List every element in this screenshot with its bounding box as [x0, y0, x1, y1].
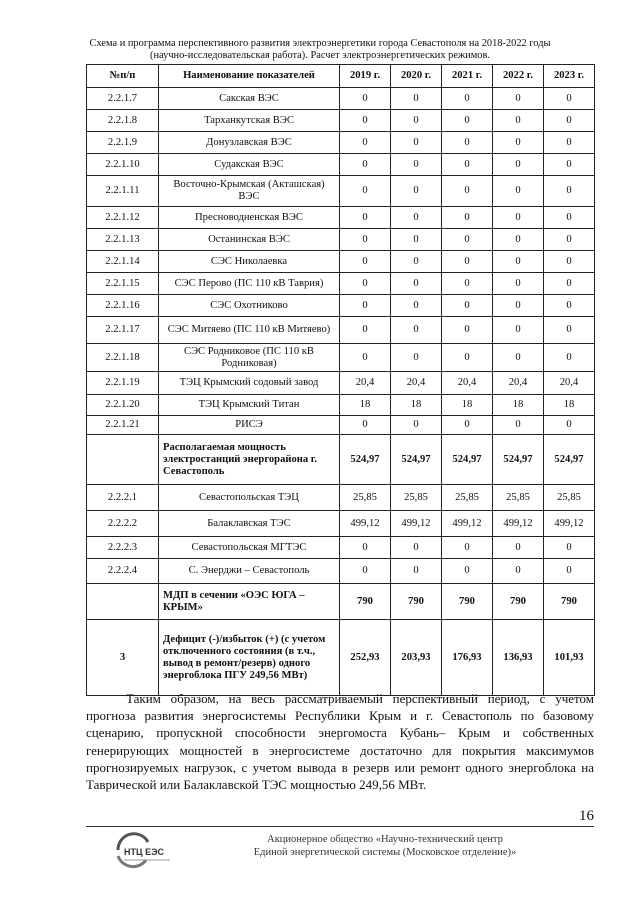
- col-header-2019: 2019 г.: [340, 65, 391, 88]
- value-2022: 25,85: [493, 485, 544, 511]
- value-2021: 0: [442, 207, 493, 229]
- value-2022: 0: [493, 154, 544, 176]
- header-line-1: Схема и программа перспективного развития электроэнергетики города Севастополя на 2018-2022 годы: [89, 38, 551, 49]
- value-2022: 790: [493, 584, 544, 620]
- row-num: 2.2.1.16: [87, 295, 159, 317]
- footer-divider: [86, 826, 594, 827]
- row-name: Судакская ВЭС: [159, 154, 340, 176]
- value-2019: 499,12: [340, 511, 391, 537]
- table-header-row: [87, 65, 595, 88]
- value-2020: 790: [391, 584, 442, 620]
- row-num: 2.2.2.4: [87, 559, 159, 584]
- value-2021: 0: [442, 317, 493, 344]
- value-2019: 0: [340, 537, 391, 559]
- value-2023: 0: [544, 132, 595, 154]
- value-2022: 0: [493, 344, 544, 372]
- value-2023: 101,93: [544, 620, 595, 696]
- value-2023: 0: [544, 110, 595, 132]
- table-row: [87, 416, 595, 435]
- value-2019: 0: [340, 110, 391, 132]
- row-num: 2.2.1.20: [87, 395, 159, 416]
- value-2022: 0: [493, 273, 544, 295]
- value-2019: 0: [340, 416, 391, 435]
- value-2020: 0: [391, 207, 442, 229]
- value-2022: 0: [493, 295, 544, 317]
- row-num: 2.2.1.15: [87, 273, 159, 295]
- table-row-transfer-limit: [87, 584, 595, 620]
- row-num: 2.2.1.14: [87, 251, 159, 273]
- row-num: 2.2.1.17: [87, 317, 159, 344]
- table-row: [87, 511, 595, 537]
- row-num: 2.2.1.11: [87, 176, 159, 207]
- row-num: 2.2.2.2: [87, 511, 159, 537]
- value-2020: 499,12: [391, 511, 442, 537]
- value-2021: 790: [442, 584, 493, 620]
- value-2023: 0: [544, 229, 595, 251]
- value-2020: 0: [391, 344, 442, 372]
- value-2023: 0: [544, 251, 595, 273]
- value-2020: 0: [391, 88, 442, 110]
- row-num: 2.2.1.18: [87, 344, 159, 372]
- value-2019: 0: [340, 229, 391, 251]
- table-row: [87, 207, 595, 229]
- row-num: 2.2.2.3: [87, 537, 159, 559]
- ntc-ees-logo-icon: [112, 830, 182, 872]
- row-name: Балаклавская ТЭС: [159, 511, 340, 537]
- value-2020: 0: [391, 273, 442, 295]
- value-2022: 0: [493, 317, 544, 344]
- logo-text: НТЦ ЕЭС: [124, 847, 164, 857]
- footer-organization: [190, 833, 580, 859]
- value-2020: 524,97: [391, 435, 442, 485]
- value-2020: 0: [391, 229, 442, 251]
- table-row: [87, 317, 595, 344]
- value-2022: 0: [493, 88, 544, 110]
- row-name: СЭС Охотниково: [159, 295, 340, 317]
- value-2023: 0: [544, 537, 595, 559]
- value-2023: 0: [544, 295, 595, 317]
- row-name: Восточно-Крымская (Акташская) ВЭС: [159, 176, 340, 207]
- document-header: [60, 38, 580, 62]
- table-row: [87, 395, 595, 416]
- row-num: 2.2.1.7: [87, 88, 159, 110]
- value-2019: 18: [340, 395, 391, 416]
- value-2019: 0: [340, 132, 391, 154]
- value-2020: 0: [391, 559, 442, 584]
- row-name: СЭС Николаевка: [159, 251, 340, 273]
- value-2023: 0: [544, 88, 595, 110]
- table-row: [87, 559, 595, 584]
- value-2021: 0: [442, 154, 493, 176]
- value-2021: 0: [442, 416, 493, 435]
- value-2020: 0: [391, 295, 442, 317]
- value-2021: 20,4: [442, 372, 493, 395]
- header-line-2: (научно-исследовательская работа). Расчет электроэнергетических режимов.: [150, 50, 490, 61]
- value-2021: 0: [442, 110, 493, 132]
- table-row-subtotal: [87, 435, 595, 485]
- row-num: 3: [87, 620, 159, 696]
- table-row: [87, 251, 595, 273]
- value-2021: 0: [442, 273, 493, 295]
- value-2019: 524,97: [340, 435, 391, 485]
- row-name: СЭС Митяево (ПС 110 кВ Митяево): [159, 317, 340, 344]
- col-header-2020: 2020 г.: [391, 65, 442, 88]
- value-2023: 0: [544, 416, 595, 435]
- value-2022: 0: [493, 559, 544, 584]
- table-row: [87, 295, 595, 317]
- table-row: [87, 176, 595, 207]
- value-2021: 0: [442, 537, 493, 559]
- row-num: 2.2.1.21: [87, 416, 159, 435]
- value-2020: 0: [391, 110, 442, 132]
- table-row: [87, 110, 595, 132]
- capacity-table: [86, 64, 595, 696]
- value-2021: 0: [442, 295, 493, 317]
- value-2019: 0: [340, 154, 391, 176]
- table-row: [87, 88, 595, 110]
- row-num: [87, 584, 159, 620]
- col-header-name: Наименование показателей: [159, 65, 340, 88]
- value-2022: 18: [493, 395, 544, 416]
- value-2020: 0: [391, 416, 442, 435]
- value-2019: 0: [340, 344, 391, 372]
- value-2019: 20,4: [340, 372, 391, 395]
- value-2021: 0: [442, 344, 493, 372]
- value-2019: 0: [340, 273, 391, 295]
- footer-line-1: Акционерное общество «Научно-технический центр: [267, 834, 503, 845]
- row-name: СЭС Перово (ПС 110 кВ Таврия): [159, 273, 340, 295]
- row-num: 2.2.1.19: [87, 372, 159, 395]
- value-2021: 0: [442, 229, 493, 251]
- value-2023: 0: [544, 273, 595, 295]
- row-name: Тарханкутская ВЭС: [159, 110, 340, 132]
- row-name: Сакская ВЭС: [159, 88, 340, 110]
- value-2021: 176,93: [442, 620, 493, 696]
- value-2020: 25,85: [391, 485, 442, 511]
- value-2019: 252,93: [340, 620, 391, 696]
- value-2023: 0: [544, 154, 595, 176]
- value-2019: 0: [340, 251, 391, 273]
- value-2022: 524,97: [493, 435, 544, 485]
- value-2023: 0: [544, 344, 595, 372]
- value-2020: 203,93: [391, 620, 442, 696]
- value-2023: 25,85: [544, 485, 595, 511]
- value-2021: 0: [442, 88, 493, 110]
- row-name: ТЭЦ Крымский содовый завод: [159, 372, 340, 395]
- value-2019: 790: [340, 584, 391, 620]
- value-2023: 20,4: [544, 372, 595, 395]
- row-name: Донузлавская ВЭС: [159, 132, 340, 154]
- value-2022: 499,12: [493, 511, 544, 537]
- row-num: 2.2.1.13: [87, 229, 159, 251]
- value-2019: 0: [340, 207, 391, 229]
- value-2020: 0: [391, 176, 442, 207]
- value-2019: 0: [340, 176, 391, 207]
- row-num: 2.2.1.9: [87, 132, 159, 154]
- table-row: [87, 132, 595, 154]
- row-num: 2.2.2.1: [87, 485, 159, 511]
- value-2023: 790: [544, 584, 595, 620]
- table-row: [87, 485, 595, 511]
- row-name: Севастопольская МГТЭС: [159, 537, 340, 559]
- col-header-2022: 2022 г.: [493, 65, 544, 88]
- value-2023: 0: [544, 559, 595, 584]
- value-2021: 499,12: [442, 511, 493, 537]
- row-num: [87, 435, 159, 485]
- row-name: Пресноводненская ВЭС: [159, 207, 340, 229]
- row-name: ТЭЦ Крымский Титан: [159, 395, 340, 416]
- value-2020: 18: [391, 395, 442, 416]
- page-number: 16: [579, 808, 594, 824]
- value-2021: 0: [442, 132, 493, 154]
- row-name: Располагаемая мощность электростанций энергорайона г. Севастополь: [159, 435, 340, 485]
- value-2022: 0: [493, 176, 544, 207]
- footer-line-2: Единой энергетической системы (Московское отделение)»: [253, 847, 517, 858]
- value-2020: 0: [391, 251, 442, 273]
- value-2021: 18: [442, 395, 493, 416]
- value-2023: 0: [544, 176, 595, 207]
- value-2020: 20,4: [391, 372, 442, 395]
- value-2019: 25,85: [340, 485, 391, 511]
- value-2023: 524,97: [544, 435, 595, 485]
- table-row: [87, 229, 595, 251]
- row-name: Дефицит (-)/избыток (+) (с учетом отключенного состояния (в т.ч., вывод в ремонт/резерв) одного энергоблока ПГУ 249,56 МВт): [159, 620, 340, 696]
- table-row: [87, 372, 595, 395]
- value-2023: 0: [544, 317, 595, 344]
- value-2021: 25,85: [442, 485, 493, 511]
- value-2021: 0: [442, 251, 493, 273]
- row-name: РИСЭ: [159, 416, 340, 435]
- value-2022: 0: [493, 229, 544, 251]
- value-2023: 499,12: [544, 511, 595, 537]
- value-2023: 0: [544, 207, 595, 229]
- row-name: МДП в сечении «ОЭС ЮГА – КРЫМ»: [159, 584, 340, 620]
- value-2020: 0: [391, 537, 442, 559]
- value-2022: 0: [493, 207, 544, 229]
- value-2019: 0: [340, 559, 391, 584]
- table-row-balance: [87, 620, 595, 696]
- conclusion-paragraph: Таким образом, на весь рассматриваемый перспективный период, с учетом прогноза развития энергосистемы Республики Крым и г. Севастополь по базовому сценарию, пропускной способности энергомоста Кубань– Крым и собственных генерирующих мощностей в энергосистеме достаточно для покрытия максимумов прогнозируемых нагрузок, с учетом вывода в резерв или ремонт одного энергоблока на Таврической или Балаклавской ТЭС мощностью 249,56 МВт.: [86, 691, 594, 793]
- row-name: СЭС Родниковое (ПС 110 кВ Родниковая): [159, 344, 340, 372]
- value-2019: 0: [340, 88, 391, 110]
- value-2023: 18: [544, 395, 595, 416]
- row-name: Останинская ВЭС: [159, 229, 340, 251]
- col-header-num: №п/п: [87, 65, 159, 88]
- value-2022: 0: [493, 132, 544, 154]
- row-name: Севастопольская ТЭЦ: [159, 485, 340, 511]
- table-row: [87, 154, 595, 176]
- table-row: [87, 273, 595, 295]
- row-num: 2.2.1.10: [87, 154, 159, 176]
- row-num: 2.2.1.8: [87, 110, 159, 132]
- value-2021: 0: [442, 559, 493, 584]
- value-2022: 0: [493, 537, 544, 559]
- value-2022: 136,93: [493, 620, 544, 696]
- table-row: [87, 344, 595, 372]
- value-2022: 20,4: [493, 372, 544, 395]
- value-2021: 524,97: [442, 435, 493, 485]
- value-2021: 0: [442, 176, 493, 207]
- row-name: С. Энерджи – Севастополь: [159, 559, 340, 584]
- value-2019: 0: [340, 295, 391, 317]
- col-header-2023: 2023 г.: [544, 65, 595, 88]
- value-2022: 0: [493, 251, 544, 273]
- value-2022: 0: [493, 416, 544, 435]
- table-row: [87, 537, 595, 559]
- row-num: 2.2.1.12: [87, 207, 159, 229]
- value-2020: 0: [391, 132, 442, 154]
- value-2019: 0: [340, 317, 391, 344]
- col-header-2021: 2021 г.: [442, 65, 493, 88]
- value-2020: 0: [391, 154, 442, 176]
- value-2020: 0: [391, 317, 442, 344]
- value-2022: 0: [493, 110, 544, 132]
